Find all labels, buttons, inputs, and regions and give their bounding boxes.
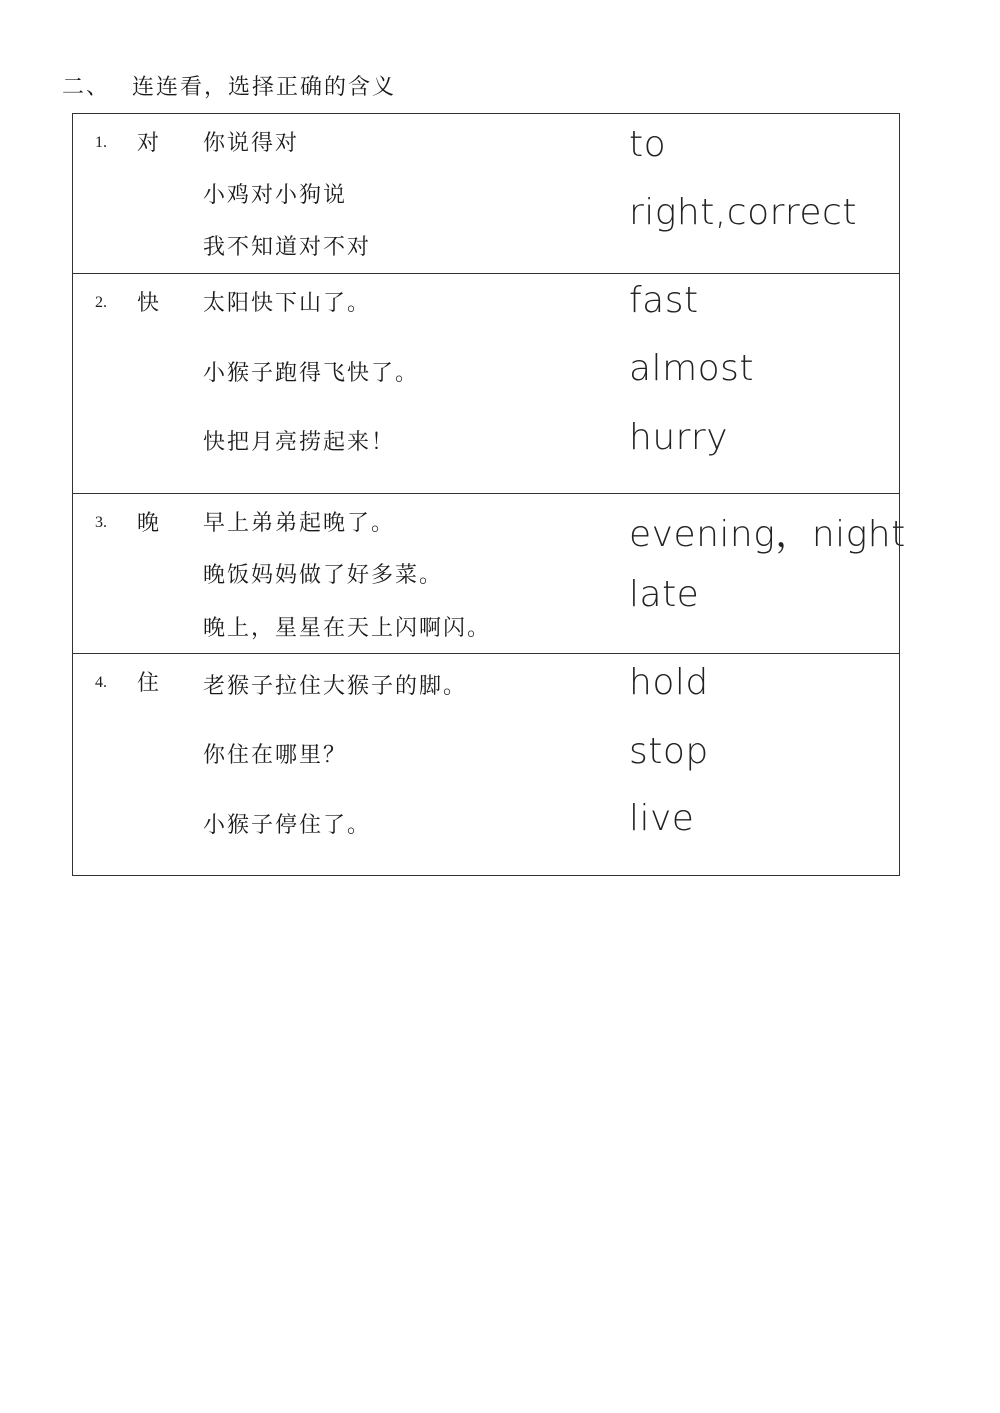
sentence[interactable]: 快把月亮捞起来！ (203, 430, 396, 455)
table-row (73, 273, 899, 493)
sentence[interactable]: 小鸡对小狗说 (203, 183, 348, 208)
section-header (62, 70, 396, 101)
meaning-option[interactable]: stop (629, 731, 709, 772)
meaning-option[interactable]: late (629, 574, 700, 615)
sentence[interactable]: 老猴子拉住大猴子的脚。 (203, 674, 468, 699)
meaning-option[interactable]: almost (629, 348, 755, 389)
item-number: 1. (95, 134, 107, 151)
section-number: 二、 (62, 75, 111, 100)
sentence[interactable]: 早上弟弟起晚了。 (203, 511, 396, 536)
sentence[interactable]: 小猴子跑得飞快了。 (203, 361, 420, 386)
meaning-option[interactable]: hurry (629, 417, 729, 458)
table-row (73, 653, 899, 875)
meaning-option[interactable]: live (629, 798, 695, 839)
item-character: 对 (137, 131, 160, 156)
item-number: 3. (95, 514, 107, 531)
item-character: 快 (137, 291, 160, 316)
meaning-option[interactable]: fast (629, 280, 699, 321)
section-instruction: 连连看，选择正确的含义 (132, 75, 397, 100)
item-character: 晚 (137, 511, 160, 536)
table-row (73, 493, 906, 653)
item-character: 住 (137, 671, 160, 696)
sentence[interactable]: 我不知道对不对 (203, 235, 372, 260)
sentence[interactable]: 晚上，星星在天上闪啊闪。 (203, 616, 492, 641)
sentence[interactable]: 你住在哪里？ (203, 743, 348, 768)
table-row (73, 114, 899, 273)
item-number: 2. (95, 294, 107, 311)
meaning-option[interactable]: hold (629, 662, 709, 703)
sentence[interactable]: 小猴子停住了。 (203, 813, 372, 838)
meaning-option[interactable]: evening，night (629, 514, 906, 555)
sentence[interactable]: 你说得对 (203, 131, 300, 156)
sentence[interactable]: 晚饭妈妈做了好多菜。 (203, 563, 444, 588)
meaning-option[interactable]: right,correct (629, 192, 857, 233)
sentence[interactable]: 太阳快下山了。 (203, 291, 372, 316)
item-number: 4. (95, 674, 107, 691)
meaning-option[interactable]: to (629, 124, 667, 165)
matching-table (72, 113, 906, 876)
